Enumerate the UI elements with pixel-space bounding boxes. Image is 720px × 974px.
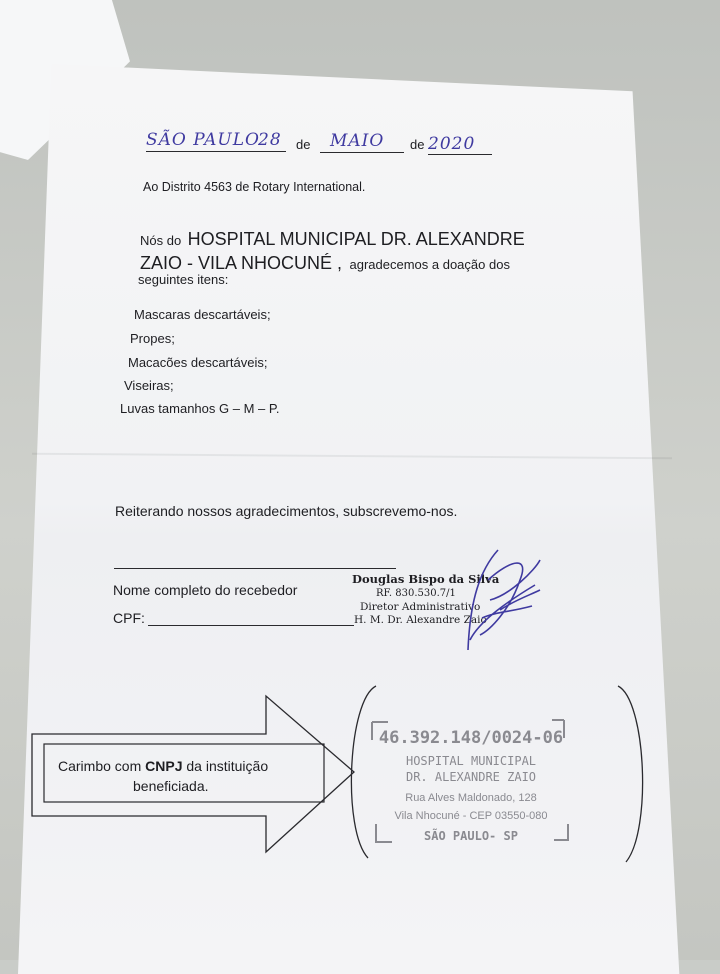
intro-line-1 (140, 229, 525, 250)
arrow-text-line-1: Carimbo com CNPJ da instituição (58, 758, 269, 774)
arrow-text-line-2: beneficiada. (133, 778, 209, 794)
hospital-name-line-1: HOSPITAL MUNICIPAL DR. ALEXANDRE (187, 229, 525, 249)
date-city: SÃO PAULO (146, 130, 260, 150)
intro-prefix: Nós do (140, 233, 182, 248)
cpf-label: CPF: (113, 610, 145, 626)
handwritten-signature (440, 540, 560, 660)
date-day: 28 (258, 130, 282, 150)
receiver-name-label: Nome completo do recebedor (113, 582, 298, 598)
stamp-address-1: Rua Alves Maldonado, 128 (405, 792, 537, 804)
stamp-cnpj: 46.392.148/0024-06 (378, 728, 564, 748)
date-month: MAIO (330, 131, 385, 151)
list-item: Macacões descartáveis; (128, 355, 268, 370)
signer-org: H. M. Dr. Alexandre Zaio (354, 614, 487, 626)
signer-role: Diretor Administrativo (360, 601, 481, 613)
list-item: Luvas tamanhos G – M – P. (120, 401, 280, 416)
thanks-line-1: agradecemos a doação dos (349, 257, 510, 272)
signer-name: Douglas Bispo da Silva (352, 572, 500, 586)
intro-line-2 (140, 253, 510, 274)
stamp-city: SÃO PAULO- SP (424, 829, 518, 843)
list-item: Viseiras; (124, 378, 174, 393)
closing-line: Reiterando nossos agradecimentos, subscrevemo-nos. (115, 503, 458, 519)
stamp-address-2: Vila Nhocuné - CEP 03550-080 (394, 810, 548, 822)
cpf-line (148, 625, 354, 626)
hospital-name-line-2: ZAIO - VILA NHOCUNÉ , (140, 253, 343, 273)
recipient-line: Ao Distrito 4563 de Rotary International. (143, 180, 366, 194)
stamp-name-line-2: DR. ALEXANDRE ZAIO (405, 770, 537, 784)
stamp-name-line-1: HOSPITAL MUNICIPAL (405, 754, 537, 768)
list-item: Mascaras descartáveis; (134, 307, 271, 322)
date-connector-2: de (410, 137, 425, 152)
list-item: Propes; (130, 331, 175, 346)
arrow-shape (28, 690, 358, 860)
signer-rf: RF. 830.530.7/1 (376, 588, 456, 599)
date-year: 2020 (428, 134, 476, 154)
date-connector-1: de (296, 137, 311, 152)
receiver-signature-line (114, 568, 396, 569)
thanks-line-2: seguintes itens: (138, 272, 229, 287)
